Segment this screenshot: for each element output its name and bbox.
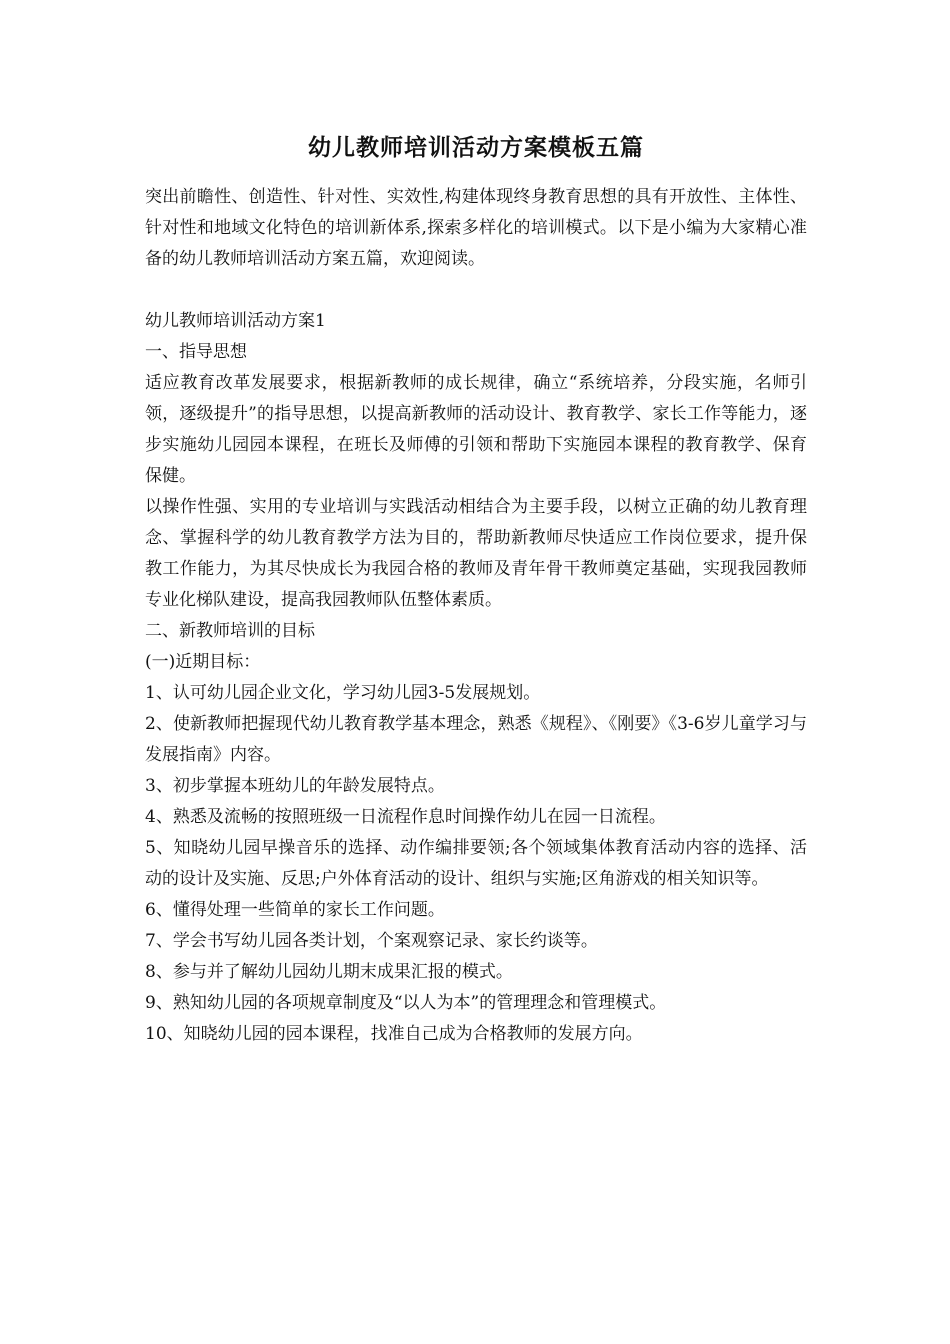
list-item: 3、初步掌握本班幼儿的年龄发展特点。 <box>145 776 445 796</box>
section-heading: 幼儿教师培训活动方案1 <box>145 311 326 331</box>
list-item: 10、知晓幼儿园的园本课程，找准自己成为合格教师的发展方向。 <box>145 1024 643 1044</box>
intro-paragraph: 突出前瞻性、创造性、针对性、实效性,构建体现终身教育思想的具有开放性、主体性、针对性和地域文化特色的培训新体系,探索多样化的培训模式。以下是小编为大家精心准备的幼儿教师培训活动方案五篇，欢迎阅读。 <box>145 187 807 269</box>
list-item: 6、懂得处理一些简单的家长工作问题。 <box>145 900 445 920</box>
body-paragraph: 适应教育改革发展要求，根据新教师的成长规律，确立“系统培养，分段实施，名师引领，逐级提升”的指导思想，以提高新教师的活动设计、教育教学、家长工作等能力，逐步实施幼儿园园本课程，在班长及师傅的引领和帮助下实施园本课程的教育教学、保育保健。 <box>145 373 807 486</box>
list-item: 4、熟悉及流畅的按照班级一日流程作息时间操作幼儿在园一日流程。 <box>145 807 666 827</box>
subsection-heading: 一、指导思想 <box>145 342 247 362</box>
list-item: 8、参与并了解幼儿园幼儿期末成果汇报的模式。 <box>145 962 513 982</box>
document-title: 幼儿教师培训活动方案模板五篇 <box>308 134 644 161</box>
list-item: 2、使新教师把握现代幼儿教育教学基本理念，熟悉《规程》、《刚要》《3-6岁儿童学习与发展指南》内容。 <box>145 714 807 765</box>
list-item: 5、知晓幼儿园早操音乐的选择、动作编排要领;各个领域集体教育活动内容的选择、活动的设计及实施、反思;户外体育活动的设计、组织与实施;区角游戏的相关知识等。 <box>145 838 807 889</box>
subsection-heading: 二、新教师培训的目标 <box>145 621 315 641</box>
list-item: 1、认可幼儿园企业文化，学习幼儿园3-5发展规划。 <box>145 683 541 703</box>
body-paragraph: 以操作性强、实用的专业培训与实践活动相结合为主要手段，以树立正确的幼儿教育理念、掌握科学的幼儿教育教学方法为目的，帮助新教师尽快适应工作岗位要求，提升保教工作能力，为其尽快成长为我园合格的教师及青年骨干教师奠定基础，实现我园教师专业化梯队建设，提高我园教师队伍整体素质。 <box>145 497 807 610</box>
list-item: 9、熟知幼儿园的各项规章制度及“以人为本”的管理理念和管理模式。 <box>145 993 667 1013</box>
blank-line <box>145 275 807 306</box>
document-body <box>145 130 807 1050</box>
subsection-heading: (一)近期目标： <box>145 652 261 672</box>
list-item: 7、学会书写幼儿园各类计划，个案观察记录、家长约谈等。 <box>145 931 598 951</box>
